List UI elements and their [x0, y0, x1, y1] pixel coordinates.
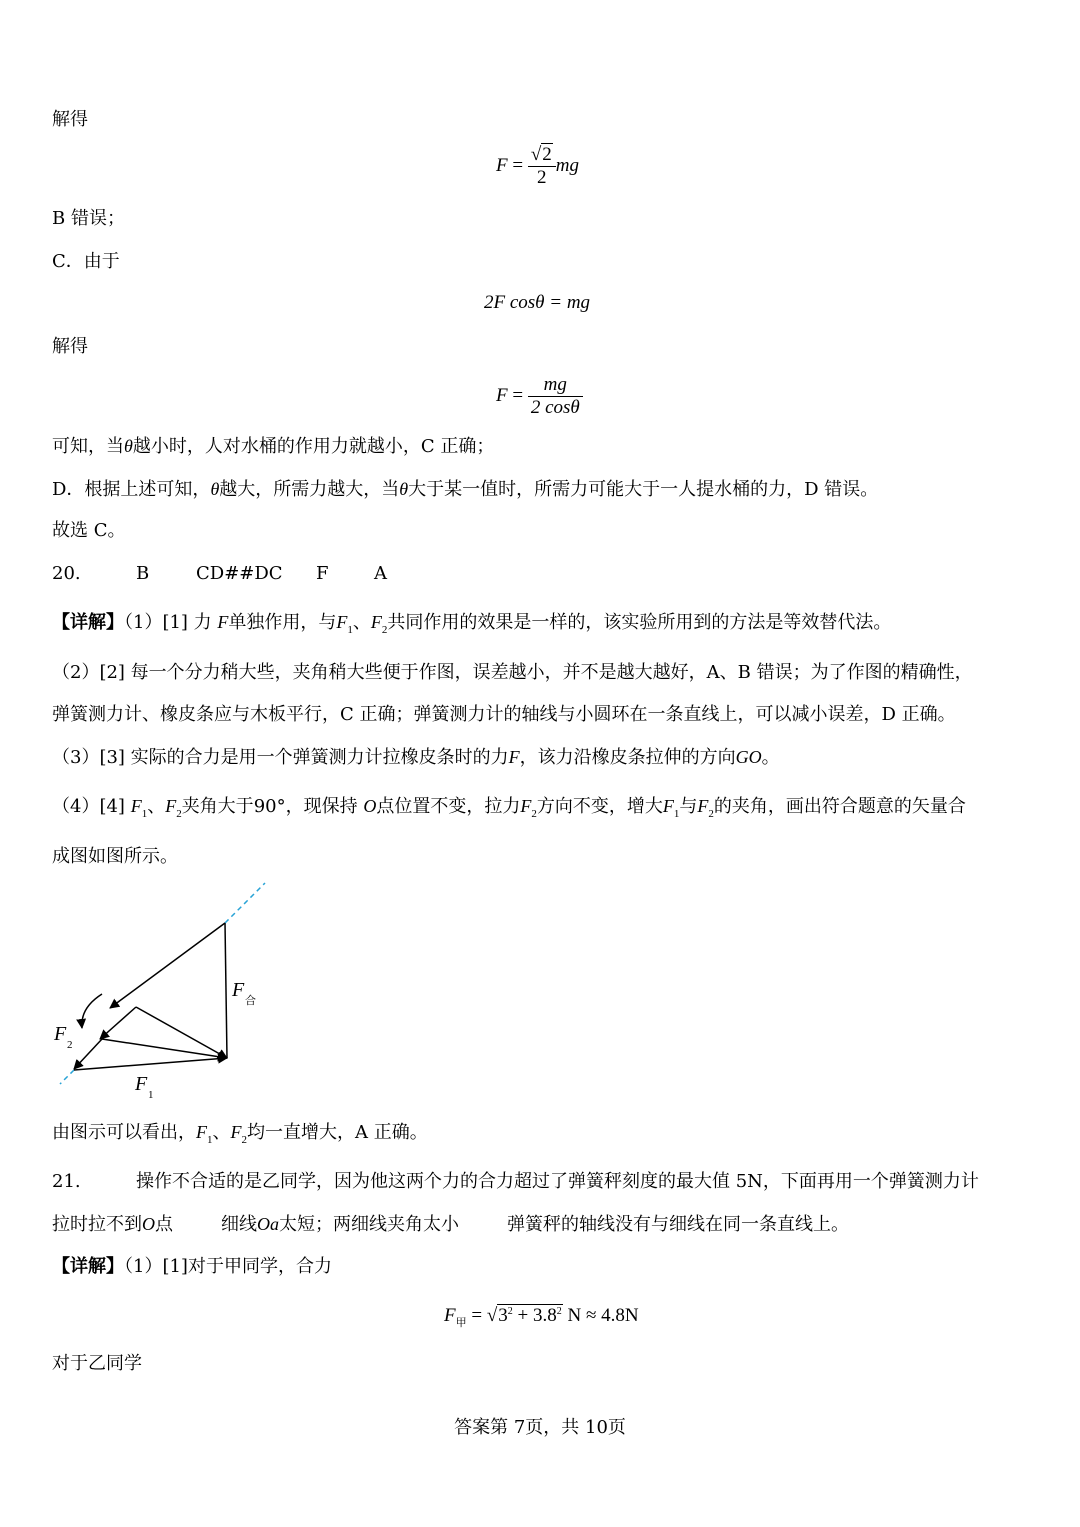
- detail-21-1: 【详解】（1）[1]对于甲同学，合力: [52, 1256, 332, 1277]
- label-f1: F: [135, 1073, 148, 1095]
- f2-vector-3: [74, 1039, 102, 1069]
- f1-vector-3: [74, 1058, 227, 1070]
- detail-20-3: （3）[3] 实际的合力是用一个弹簧测力计拉橡皮条时的力F，该力沿橡皮条拉伸的方向GO。: [52, 747, 780, 768]
- text-choose-c: 故选 C。: [52, 520, 126, 541]
- f2-vector-1: [110, 923, 225, 1008]
- text-jiede-2: 解得: [52, 336, 88, 357]
- svg-text:合: 合: [245, 995, 256, 1007]
- text-conclusion-c: 可知，当θ越小时，人对水桶的作用力就越小，C 正确；: [52, 436, 495, 457]
- text-option-d: D．根据上述可知，θ越大，所需力越大，当θ大于某一值时，所需力可能大于一人提水桶的力，D 错误。: [52, 479, 879, 500]
- detail-20-1: 【详解】（1）[1] 力 F单独作用，与$F_1$、$F_2$共同作用的效果是一样的，该实验所用到的方法是等效替代法。: [52, 612, 892, 636]
- f1-vector-2: [102, 1039, 227, 1058]
- dashed-line-bottom: [60, 1070, 74, 1084]
- equation-2fcos: 2F cosθ = mg: [484, 292, 591, 313]
- equation-f-jia: $F_甲 = √3^2 + 3.8^2$ N ≈ 4.8N: [444, 1305, 639, 1329]
- equals-sign: =: [512, 154, 524, 176]
- text-for-yi: 对于乙同学: [52, 1353, 142, 1374]
- fraction-sqrt2-over-2: $\frac{√2}{2}$: [528, 144, 556, 189]
- label-f-he: F: [232, 979, 245, 1001]
- rotation-arrow-icon: [82, 994, 102, 1028]
- dashed-line-top: [225, 883, 265, 923]
- detail-20-4-cont: 成图如图所示。: [52, 846, 178, 867]
- detail-20-2b: 弹簧测力计、橡皮条应与木板平行，C 正确；弹簧测力计的轴线与小圆环在一条直线上，可以减小误差，D 正确。: [52, 704, 956, 725]
- equation-f-sqrt2: [496, 144, 579, 189]
- text-b-wrong: B 错误；: [52, 208, 125, 229]
- svg-text:1: 1: [148, 1089, 154, 1101]
- text-jiede-1: 解得: [52, 109, 88, 130]
- page-footer: 答案第 7页，共 10页: [454, 1417, 626, 1438]
- q21-answer-b: 拉时拉不到O点 细线Oa太短；两细线夹角太小 弹簧秤的轴线没有与细线在同一条直线上。: [52, 1214, 849, 1235]
- detail-20-2a: （2）[2] 每一个分力稍大些，夹角稍大些便于作图，误差越小，并不是越大越好，A、B 错误；为了作图的精确性，: [52, 662, 973, 683]
- text-c-since: C．由于: [52, 251, 120, 272]
- f2-vector-2: [100, 1007, 136, 1039]
- f-resultant-line: [225, 923, 227, 1058]
- vector-diagram: [40, 878, 280, 1108]
- equation-f-mg-over-2cos: F = $\frac{mg}{2 \cos\theta}$: [496, 374, 583, 419]
- var-mg: mg: [555, 154, 579, 176]
- q21-answer-a: 21. 操作不合适的是乙同学，因为他这两个力的合力超过了弹簧秤刻度的最大值 5N，下面再用一个弹簧测力计: [52, 1171, 979, 1192]
- label-f2: F: [54, 1023, 67, 1045]
- q20-answers: 20. B CD##DC F A: [52, 563, 387, 584]
- svg-text:2: 2: [67, 1039, 73, 1051]
- detail-20-4: （4）[4] $F_1$、$F_2$夹角大于90°，现保持 O点位置不变，拉力$F_2$方向不变，增大$F_1$与$F_2$的夹角，画出符合题意的矢量合: [52, 796, 966, 820]
- figure-conclusion: 由图示可以看出，$F_1$、$F_2$均一直增大，A 正确。: [52, 1122, 428, 1146]
- var-f: F: [496, 154, 508, 176]
